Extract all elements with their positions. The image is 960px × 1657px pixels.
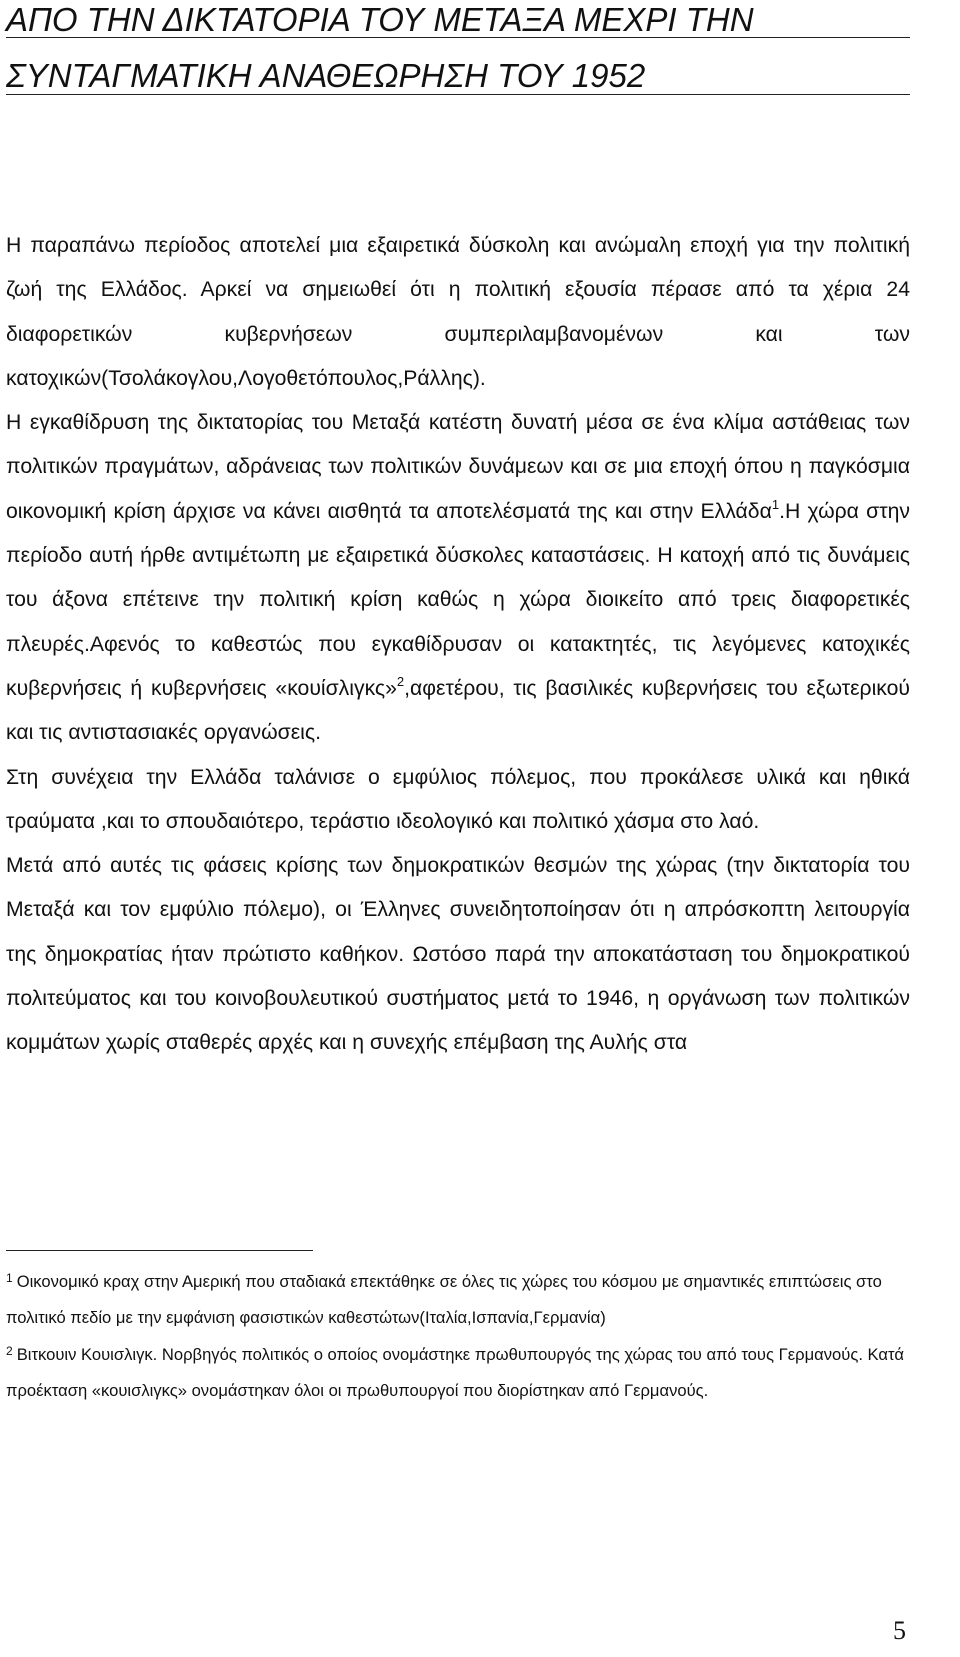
title-line-1: ΑΠΟ ΤΗΝ ΔΙΚΤΑΤΟΡΙΑ ΤΟΥ ΜΕΤΑΞΑ ΜΕΧΡΙ ΤΗΝ bbox=[6, 1, 754, 38]
paragraph-2-part-a: Η εγκαθίδρυση της δικτατορίας του Μεταξά κατέστη δυνατή μέσα σε ένα κλίμα αστάθειας των πολιτικών πραγμάτων, αδράνειας των πολιτικών δυνάμεων και σε μια εποχή όπου η παγκόσμια οικονομική κρίση άρχισε να κάνει αισθητά τα αποτελέσματά της και στην Ελλάδα bbox=[6, 411, 910, 523]
title-line-2: ΣΥΝΤΑΓΜΑΤΙΚΗ ΑΝΑΘΕΩΡΗΣΗ ΤΟΥ 1952 bbox=[6, 57, 646, 94]
title-underline-1 bbox=[6, 37, 910, 38]
footnotes bbox=[6, 1264, 910, 1409]
body-text bbox=[6, 224, 910, 1066]
footnote-ref-1[interactable]: 1 bbox=[771, 496, 780, 512]
page-number: 5 bbox=[893, 1616, 906, 1645]
paragraph-2-part-c: ,αφετέρου, τις βασιλικές κυβερνήσεις του εξωτερικού και τις αντιστασιακές οργανώσεις. bbox=[6, 676, 911, 745]
paragraph-4: Μετά από αυτές τις φάσεις κρίσης των δημοκρατικών θεσμών της χώρας (την δικτατορία του Μεταξά και τον εμφύλιο πόλεμο), οι Έλληνες συνειδητοποίησαν ότι η απρόσκοπτη λειτουργία της δημοκρατίας ήταν πρώτιστο καθήκον. Ωστόσο παρά την αποκατάσταση του δημοκρατικού πολιτεύματος και του κοινοβουλευτικού συστήματος μετά το 1946, η οργάνωση των πολιτικών κομμάτων χωρίς σταθερές αρχές και η συνεχής επέμβαση της Αυλής στα bbox=[6, 854, 910, 1055]
footnote-separator bbox=[6, 1250, 313, 1251]
footnote-1 bbox=[6, 1264, 910, 1337]
footnote-text-1: Οικονομικό κραχ στην Αμερική που σταδιακά επεκτάθηκε σε όλες τις χώρες του κόσμου με σημαντικές επιπτώσεις στο πολιτικό πεδίο με την εμφάνιση φασιστικών καθεστώτων(Ιταλία,Ισπανία,Γερμανία) bbox=[6, 1272, 882, 1328]
paragraph-3: Στη συνέχεια την Ελλάδα ταλάνισε ο εμφύλιος πόλεμος, που προκάλεσε υλικά και ηθικά τραύματα ,και το σπουδαιότερο, τεράστιο ιδεολογικό και πολιτικό χάσμα στο λαό. bbox=[6, 765, 910, 833]
title-underline-2 bbox=[6, 94, 910, 95]
footnote-ref-2[interactable]: 2 bbox=[396, 673, 405, 689]
footnote-2 bbox=[6, 1337, 910, 1410]
footnote-text-2: Βιτκουιν Κουισλιγκ. Νορβηγός πολιτικός ο οποίος ονομάστηκε πρωθυπουργός της χώρας του από τους Γερμανούς. Κατά προέκταση «κουισλιγκς» ονομάστηκαν όλοι οι πρωθυπουργοί που διορίστηκαν από Γερμανούς. bbox=[6, 1344, 904, 1400]
paragraph-1: Η παραπάνω περίοδος αποτελεί μια εξαιρετικά δύσκολη και ανώμαλη εποχή για την πολιτική ζωή της Ελλάδος. Αρκεί να σημειωθεί ότι η πολιτική εξουσία πέρασε από τα χέρια 24 διαφορετικών κυβερνήσεων συμπεριλαμβανομένων και των κατοχικών(Τσολάκογλου,Λογοθετόπουλος,Ράλλης). bbox=[6, 234, 910, 390]
footnote-number-1: 1 bbox=[6, 1271, 13, 1285]
footnote-number-2: 2 bbox=[6, 1343, 13, 1358]
paragraph-2-part-b: .Η χώρα στην περίοδο αυτή ήρθε αντιμέτωπη με εξαιρετικά δύσκολες καταστάσεις. Η κατοχή από τις δυνάμεις του άξονα επέτεινε την πολιτική κρίση καθώς η χώρα διοικείτο από τρεις διαφορετικές πλευρές.Αφενός το καθεστώς που εγκαθίδρυσαν οι κατακτητές, τις λεγόμενες κατοχικές κυβερνήσεις ή κυβερνήσεις «κουίσλιγκς» bbox=[6, 499, 910, 700]
paragraph-2 bbox=[6, 401, 910, 755]
